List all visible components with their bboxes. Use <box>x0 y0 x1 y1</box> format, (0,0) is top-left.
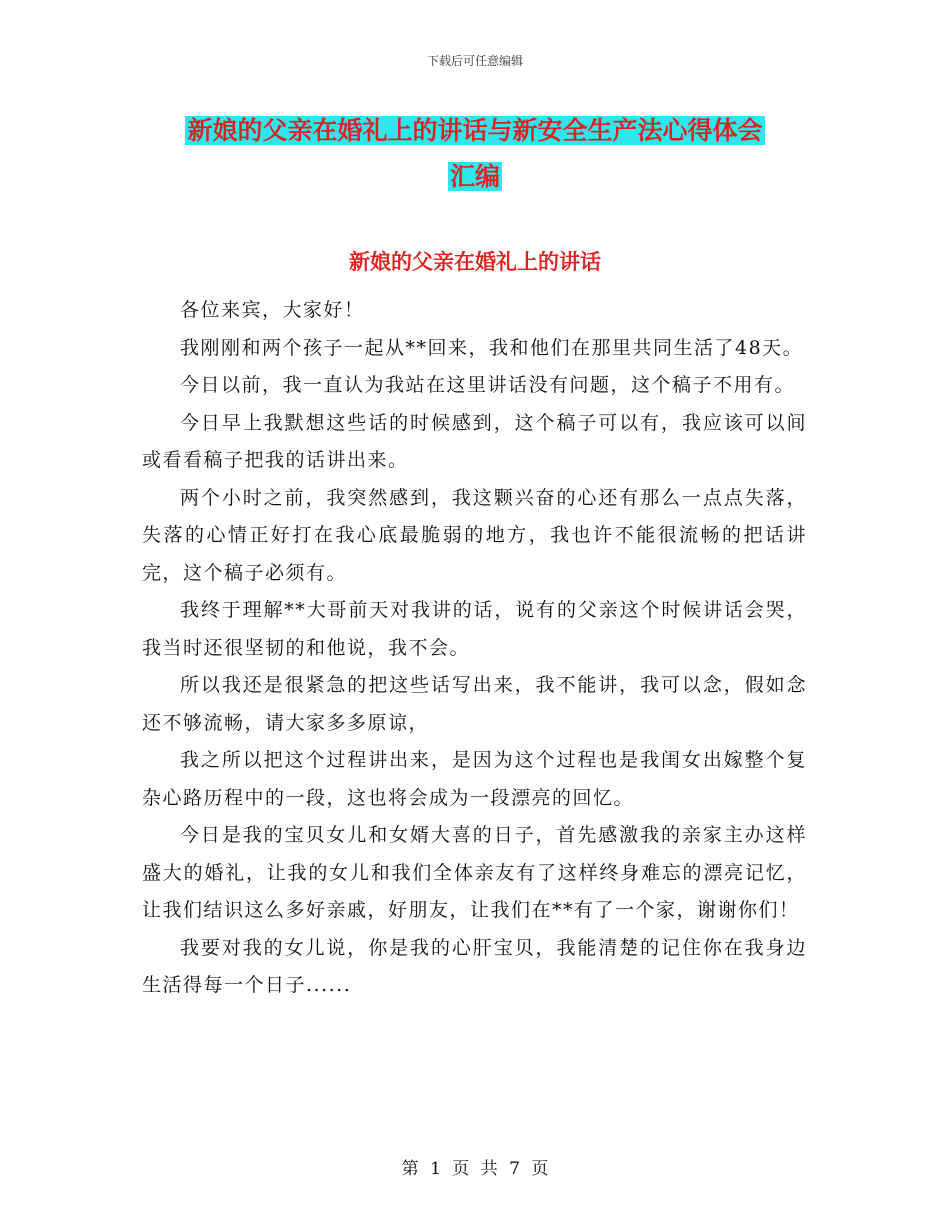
paragraph: 我终于理解**大哥前天对我讲的话，说有的父亲这个时候讲话会哭，我当时还很坚韧的和他说，我不会。 <box>142 599 807 659</box>
paragraph: 今日以前，我一直认为我站在这里讲话没有问题，这个稿子不用有。 <box>180 374 796 396</box>
title-line-1: 新娘的父亲在婚礼上的讲话与新安全生产法心得体会 <box>187 116 763 145</box>
paragraph: 我要对我的女儿说，你是我的心肝宝贝，我能清楚的记住你在我身边生活得每一个日子...... <box>142 936 807 996</box>
paragraph: 所以我还是很紧急的把这些话写出来，我不能讲，我可以念，假如念还不够流畅，请大家多多原谅， <box>142 674 807 734</box>
document-title <box>140 108 810 200</box>
paragraph: 我刚刚和两个孩子一起从**回来，我和他们在那里共同生活了48天。 <box>180 336 804 359</box>
page-footer: 第 1 页 共 7 页 <box>401 1159 549 1179</box>
paragraph: 今日是我的宝贝女儿和女婿大喜的日子，首先感激我的亲家主办这样盛大的婚礼，让我的女儿和我们全体亲友有了这样终身难忘的漂亮记忆，让我们结识这么多好亲戚，好朋友，让我们在**有了一个家，谢谢你们！ <box>142 824 807 921</box>
paragraph: 今日早上我默想这些话的时候感到，这个稿子可以有，我应该可以间或看看稿子把我的话讲出来。 <box>142 411 807 471</box>
document-body <box>142 292 807 1005</box>
section-title: 新娘的父亲在婚礼上的讲话 <box>349 250 601 274</box>
title-line-2: 汇编 <box>449 162 500 191</box>
header-note: 下载后可任意编辑 <box>426 54 523 68</box>
paragraph: 各位来宾，大家好！ <box>180 299 365 321</box>
paragraph: 两个小时之前，我突然感到，我这颗兴奋的心还有那么一点点失落，失落的心情正好打在我心底最脆弱的地方，我也许不能很流畅的把话讲完，这个稿子必须有。 <box>142 486 807 584</box>
paragraph: 我之所以把这个过程讲出来，是因为这个过程也是我闺女出嫁整个复杂心路历程中的一段，这也将会成为一段漂亮的回忆。 <box>142 749 807 809</box>
